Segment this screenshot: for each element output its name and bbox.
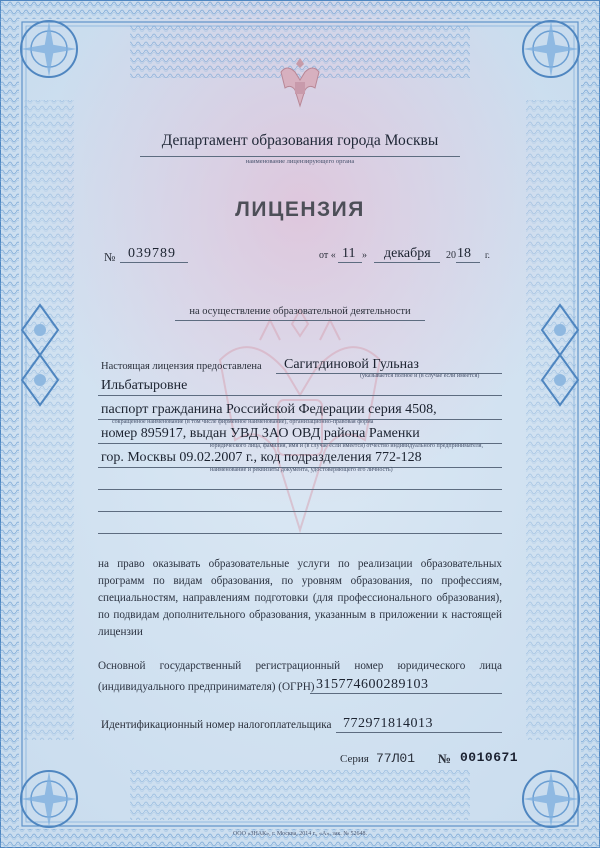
license-number: 039789 xyxy=(128,246,176,261)
ogrn-label-line2: (индивидуального предпринимателя) (ОГРН) xyxy=(98,681,315,693)
date-mid: » xyxy=(362,250,367,261)
blank-number: 0010671 xyxy=(460,750,519,765)
inn-value: 772971814013 xyxy=(343,716,433,731)
date-day: 11 xyxy=(342,246,356,261)
licensee-line5: гор. Москвы 09.02.2007 г., код подразделения 772-128 xyxy=(101,450,422,465)
caption-4: наименование и реквизиты документа, удостоверяющего его личность) xyxy=(210,467,393,473)
department-caption: наименование лицензирующего органа xyxy=(245,158,355,165)
corner-ornament-icon xyxy=(14,14,84,84)
ogrn-label-line1: Основной государственный регистрационный номер юридического лица xyxy=(98,660,502,672)
ogrn-value: 315774600289103 xyxy=(316,677,429,692)
caption-3: юридического лица, фамилия, имя и (в случае если имеется) отчество индивидуального предпринимателя, xyxy=(210,443,484,449)
licensee-name-line1: Сагитдиновой Гульназ xyxy=(284,357,419,372)
licensee-line3: паспорт гражданина Российской Федерации серия 4508, xyxy=(101,402,437,417)
blank-number-sign: № xyxy=(438,751,452,766)
watermark-emblem-icon xyxy=(190,300,410,550)
date-prefix: от « xyxy=(319,250,336,261)
licensee-line4: номер 895917, выдан УВД ЗАО ОВД района Раменки xyxy=(101,426,420,441)
series-value: 77Л01 xyxy=(376,751,416,766)
coat-of-arms-emblem-icon xyxy=(275,54,325,112)
granted-label: Настоящая лицензия предоставлена xyxy=(101,361,262,372)
series-label: Серия xyxy=(340,753,369,765)
printer-footer: ООО «ЗНАК», г. Москва, 2014 г., «А», зак. № 52648. xyxy=(232,831,368,837)
caption-1: (указывается полное и (в случае если имеется) xyxy=(360,373,480,379)
caption-2: сокращенное наименование (в том числе фирменное наименование), организационно-правовая форма xyxy=(112,419,374,425)
inn-label: Идентификационный номер налогоплательщика xyxy=(101,719,332,731)
corner-ornament-icon xyxy=(14,764,84,834)
document-title: ЛИЦЕНЗИЯ xyxy=(235,198,365,221)
number-sign: № xyxy=(104,250,116,264)
date-year-prefix: 20 xyxy=(446,250,456,261)
date-year: 18 xyxy=(457,246,471,261)
department-name: Департамент образования города Москвы xyxy=(161,132,439,149)
licensee-name-line2: Ильбатыровне xyxy=(101,378,188,393)
corner-ornament-icon xyxy=(516,14,586,84)
date-suffix: г. xyxy=(485,250,490,260)
license-scope-text: на право оказывать образовательные услуги по реализации образовательных программ по видам образования, по уровням образования, по профессиям, специальностям, направлениям подготовки (для профессионального образования), по подвидам дополнительного образования, указанным в приложении к настоящей лицензии xyxy=(98,558,502,638)
corner-ornament-icon xyxy=(516,764,586,834)
license-purpose: на осуществление образовательной деятельности xyxy=(189,306,411,317)
date-month: декабря xyxy=(384,246,431,261)
